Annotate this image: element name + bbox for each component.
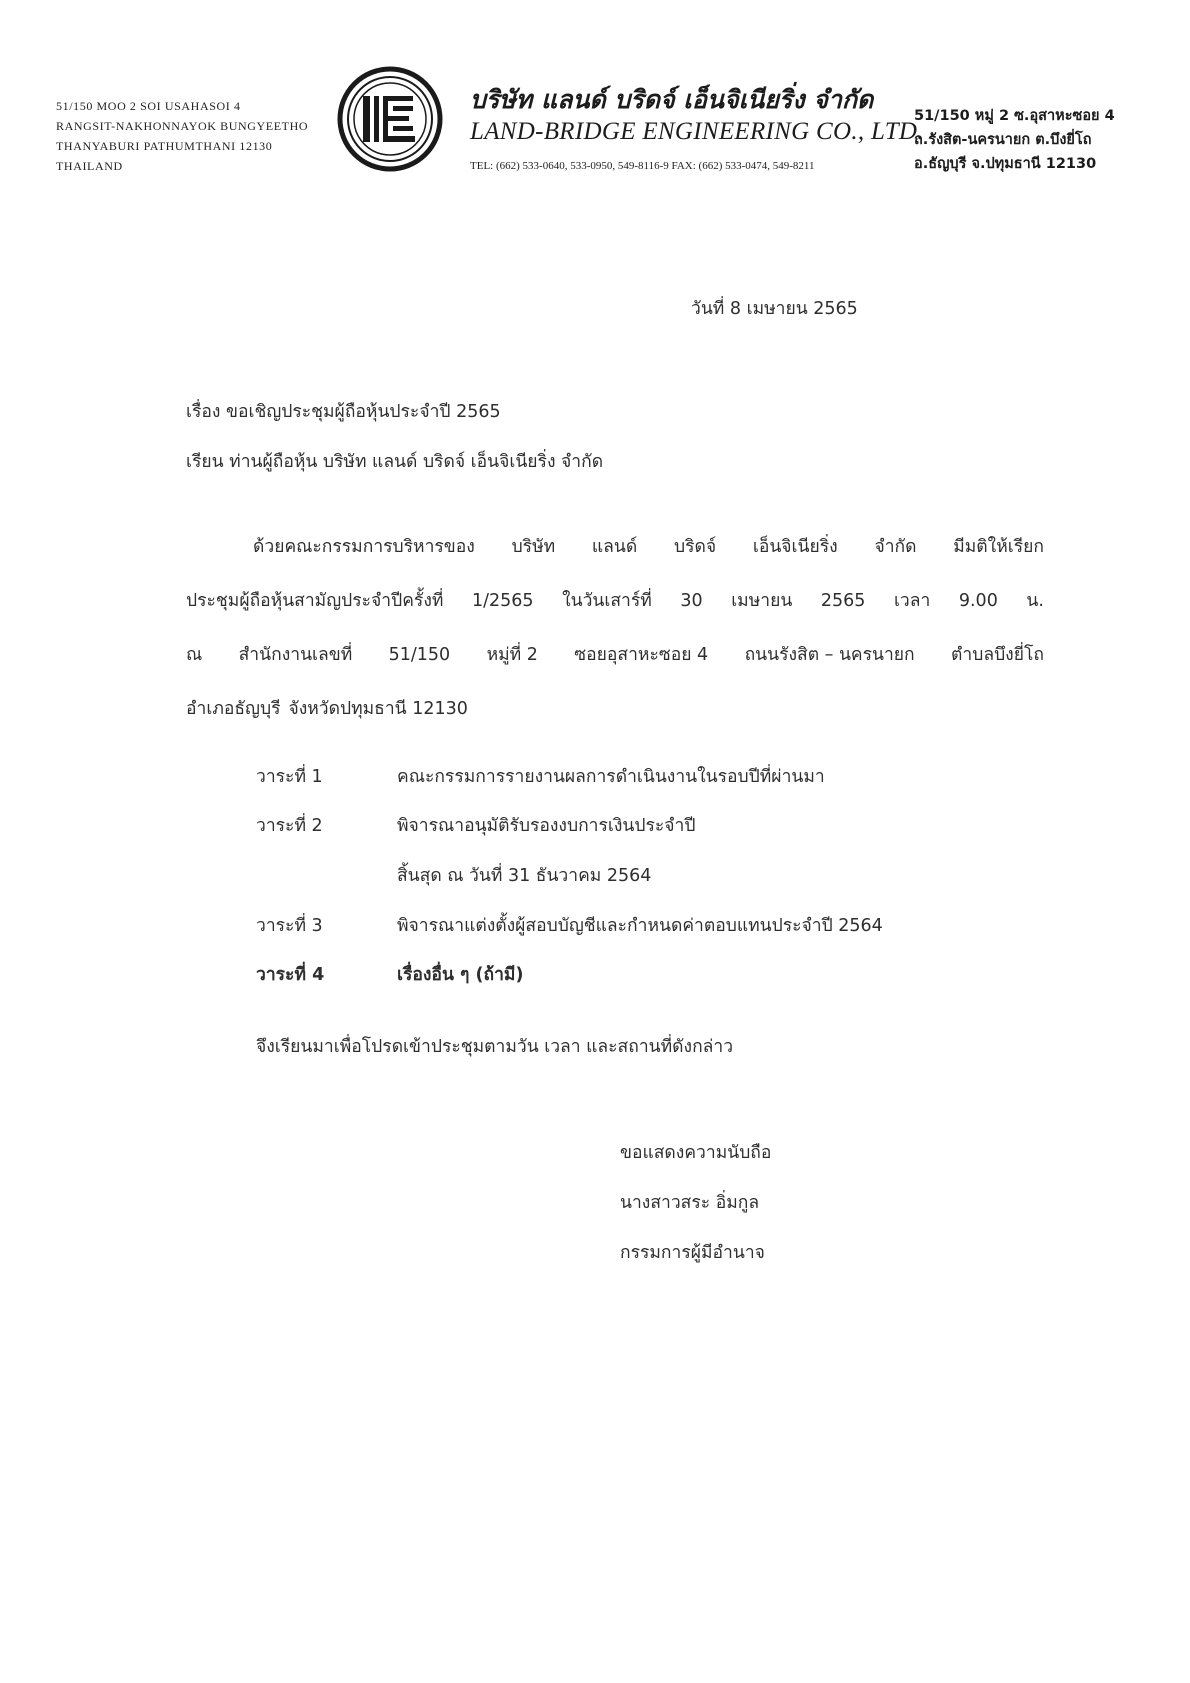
agenda-text: สิ้นสุด ณ วันที่ 31 ธันวาคม 2564 [397, 866, 652, 886]
paragraph-word: เมษายน [731, 591, 793, 611]
paragraph-word: 51/150 [388, 645, 451, 665]
paragraph-word: บริดจ์ [673, 537, 717, 557]
paragraph-word: อำเภอธัญบุรี [186, 699, 281, 719]
agenda-label: วาระที่ 1 [256, 767, 323, 787]
signer-name: นางสาวสระ อิ่มกูล [620, 1193, 760, 1213]
company-name-thai: บริษัท แลนด์ บริดจ์ เอ็นจิเนียริ่ง จำกัด [470, 85, 874, 114]
company-name-english: LAND-BRIDGE ENGINEERING CO., LTD. [470, 118, 924, 145]
address-en-line: THANYABURI PATHUMTHANI 12130 [56, 139, 273, 153]
paragraph-line [186, 520, 1044, 574]
address-th-line: ถ.รังสิต-นครนายก ต.บึงยี่โถ [914, 132, 1092, 148]
letter-signoff: ขอแสดงความนับถือ [620, 1143, 772, 1163]
paragraph-word: 2565 [820, 591, 866, 611]
paragraph-word: จำกัด [874, 537, 917, 557]
paragraph-word: แลนด์ [591, 537, 638, 557]
address-en-line: RANGSIT-NAKHONNAYOK BUNGYEETHO [56, 119, 309, 133]
letter-subject: เรื่อง ขอเชิญประชุมผู้ถือหุ้นประจำปี 2565 [186, 402, 501, 422]
paragraph-word: เวลา [893, 591, 931, 611]
letter-paragraph [186, 520, 1044, 736]
letter-closing: จึงเรียนมาเพื่อโปรดเข้าประชุมตามวัน เวลา และสถานที่ดังกล่าว [256, 1037, 734, 1057]
company-logo-icon [337, 66, 443, 172]
paragraph-line [186, 628, 1044, 682]
agenda-text: พิจารณาแต่งตั้งผู้สอบบัญชีและกำหนดค่าตอบแทนประจำปี 2564 [397, 916, 883, 936]
company-address-thai [914, 104, 1115, 176]
company-name-block [470, 84, 924, 176]
paragraph-word: 1/2565 [471, 591, 534, 611]
agenda-text: คณะกรรมการรายงานผลการดำเนินงานในรอบปีที่ผ่านมา [397, 767, 825, 787]
paragraph-word: ถนนรังสิต – นครนายก [744, 645, 915, 665]
paragraph-word: สำนักงานเลขที่ [238, 645, 353, 665]
paragraph-word: ณ [186, 645, 203, 665]
paragraph-word: ด้วยคณะกรรมการบริหารของ [253, 537, 475, 557]
paragraph-line [186, 574, 1044, 628]
paragraph-line [186, 682, 1044, 736]
address-th-line: 51/150 หมู่ 2 ซ.อุสาหะซอย 4 [914, 108, 1115, 124]
agenda-label: วาระที่ 3 [256, 916, 323, 936]
paragraph-word: หมู่ที่ 2 [486, 645, 538, 665]
paragraph-word: จังหวัดปทุมธานี 12130 [288, 699, 468, 719]
company-address-english [56, 96, 308, 176]
paragraph-word: ซอยอุสาหะซอย 4 [574, 645, 709, 665]
paragraph-word: บริษัท [511, 537, 556, 557]
agenda-label: วาระที่ 2 [256, 816, 323, 836]
company-contact: TEL: (662) 533-0640, 533-0950, 549-8116-9 FAX: (662) 533-0474, 549-8211 [470, 160, 815, 172]
paragraph-word: ตำบลบึงยี่โถ [951, 645, 1044, 665]
paragraph-word: มีมติให้เรียก [953, 537, 1044, 557]
address-th-line: อ.ธัญบุรี จ.ปทุมธานี 12130 [914, 156, 1097, 172]
paragraph-word: เอ็นจิเนียริ่ง [752, 537, 838, 557]
letter-date: วันที่ 8 เมษายน 2565 [691, 299, 858, 319]
paragraph-word: ประชุมผู้ถือหุ้นสามัญประจำปีครั้งที่ [186, 591, 444, 611]
agenda-label: วาระที่ 4 [256, 965, 325, 985]
address-en-line: 51/150 MOO 2 SOI USAHASOI 4 [56, 99, 241, 113]
letter-salutation: เรียน ท่านผู้ถือหุ้น บริษัท แลนด์ บริดจ์ เอ็นจิเนียริ่ง จำกัด [186, 452, 604, 472]
address-en-line: THAILAND [56, 159, 123, 173]
paragraph-word: ในวันเสาร์ที่ [562, 591, 652, 611]
agenda-text: เรื่องอื่น ๆ (ถ้ามี) [397, 965, 524, 985]
signer-title: กรรมการผู้มีอำนาจ [620, 1243, 765, 1263]
paragraph-word: 9.00 [958, 591, 998, 611]
agenda-text: พิจารณาอนุมัติรับรองงบการเงินประจำปี [397, 816, 696, 836]
paragraph-word: น. [1026, 591, 1044, 611]
paragraph-word: 30 [680, 591, 703, 611]
